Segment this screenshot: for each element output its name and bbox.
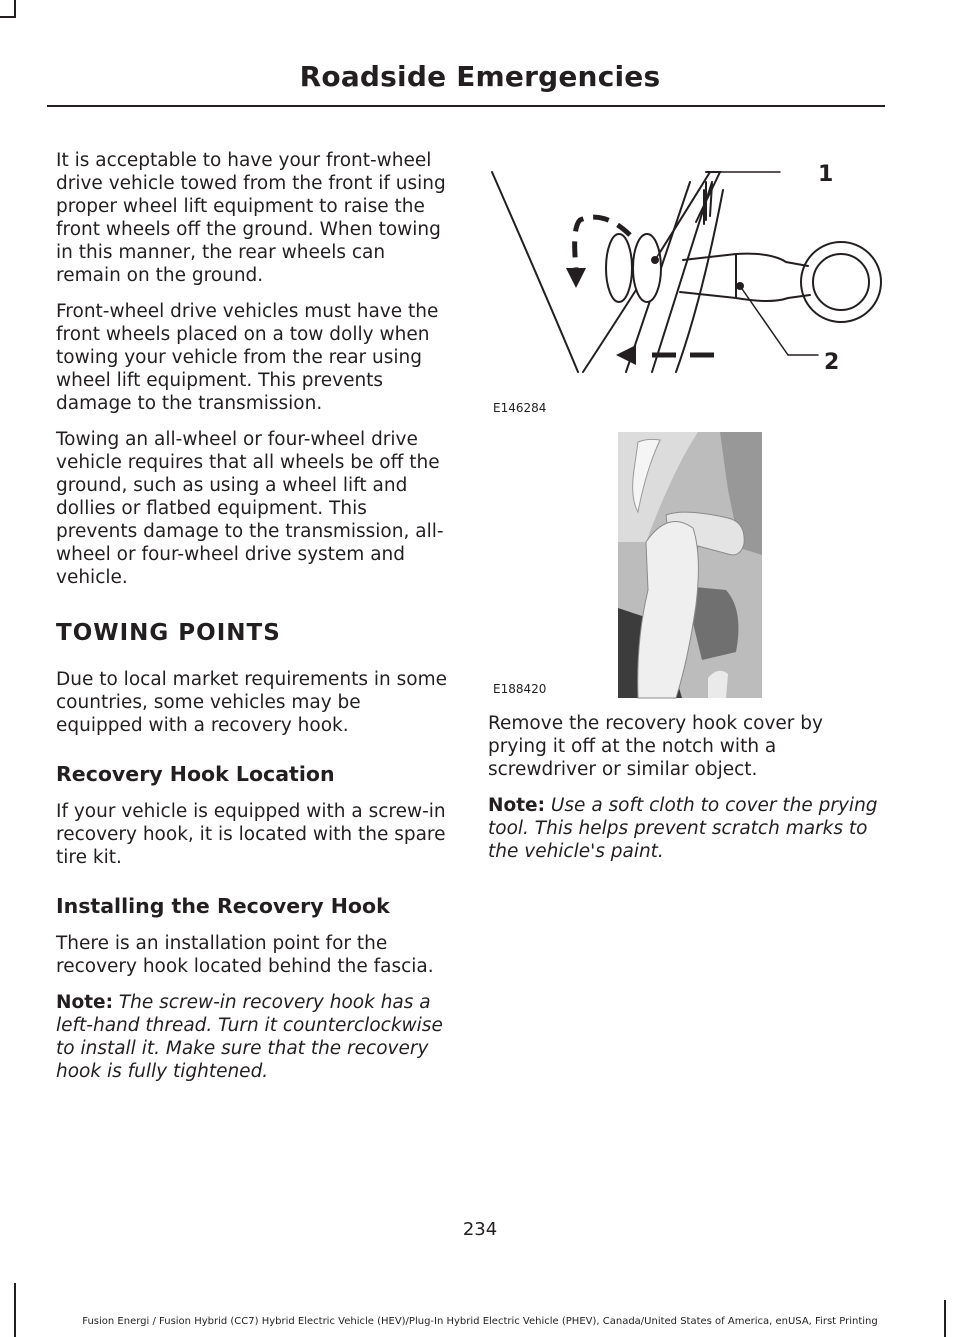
callout-1: 1	[818, 162, 834, 187]
paragraph-tow-dolly: Front-wheel drive vehicles must have the front wheels placed on a tow dolly when towing your vehicle from the rear using wheel lift equipment. This prevents damage to the transmission.	[56, 301, 439, 414]
header-divider	[47, 105, 885, 107]
note-text: The screw-in recovery hook has a left-hand thread. Turn it counterclockwise to install it. Make sure that the recovery hook is fully tightened.	[56, 992, 443, 1082]
figure-code-e146284: E146284	[493, 401, 547, 415]
note-label: Note:	[488, 795, 545, 816]
figure-hook-cover-photo	[488, 430, 888, 700]
heading-recovery-hook-location: Recovery Hook Location	[56, 762, 335, 786]
paragraph-installation-point: There is an installation point for the recovery hook located behind the fascia.	[56, 933, 434, 977]
page-number: 234	[462, 1219, 498, 1240]
paragraph-recovery-hook-market: Due to local market requirements in some countries, some vehicles may be equipped with a recovery hook.	[56, 669, 447, 736]
heading-installing-recovery-hook: Installing the Recovery Hook	[56, 894, 390, 918]
paragraph-hook-location: If your vehicle is equipped with a screw-in recovery hook, it is located with the spare tire kit.	[56, 801, 446, 868]
left-column	[56, 149, 448, 1096]
crop-mark-bottom-left-v	[14, 1283, 16, 1337]
paragraph-remove-cover: Remove the recovery hook cover by prying it off at the notch with a screwdriver or similar object.	[488, 713, 823, 780]
note-soft-cloth	[488, 794, 883, 863]
figure-code-e188420: E188420	[493, 682, 547, 696]
footer-vehicle-info: Fusion Energi / Fusion Hybrid (CC7) Hybrid Electric Vehicle (HEV)/Plug-In Hybrid Electric Vehicle (PHEV), Canada/United States of America, enUSA, First Printing	[82, 1316, 878, 1327]
note-text: Use a soft cloth to cover the prying tool. This helps prevent scratch marks to the vehicle's paint.	[488, 795, 878, 862]
page-title: Roadside Emergencies	[299, 60, 661, 93]
note-left-thread	[56, 991, 448, 1083]
hook-cover-photo-illustration	[488, 430, 888, 700]
note-label: Note:	[56, 992, 113, 1013]
heading-towing-points: TOWING POINTS	[56, 620, 281, 646]
figure-recovery-hook-diagram	[488, 150, 888, 415]
paragraph-awd-tow: Towing an all-wheel or four-wheel drive vehicle requires that all wheels be off the ground, such as using a wheel lift and dollies or flatbed equipment. This prevents damage to the transmission, all-wheel or four-wheel drive system and vehicle.	[56, 429, 444, 588]
right-column	[488, 712, 883, 876]
paragraph-front-wheel-tow: It is acceptable to have your front-wheel drive vehicle towed from the front if using proper wheel lift equipment to raise the front wheels off the ground. When towing in this manner, the rear wheels can remain on the ground.	[56, 150, 446, 286]
callout-2: 2	[824, 350, 840, 375]
crop-mark-top-left-h	[0, 16, 16, 18]
